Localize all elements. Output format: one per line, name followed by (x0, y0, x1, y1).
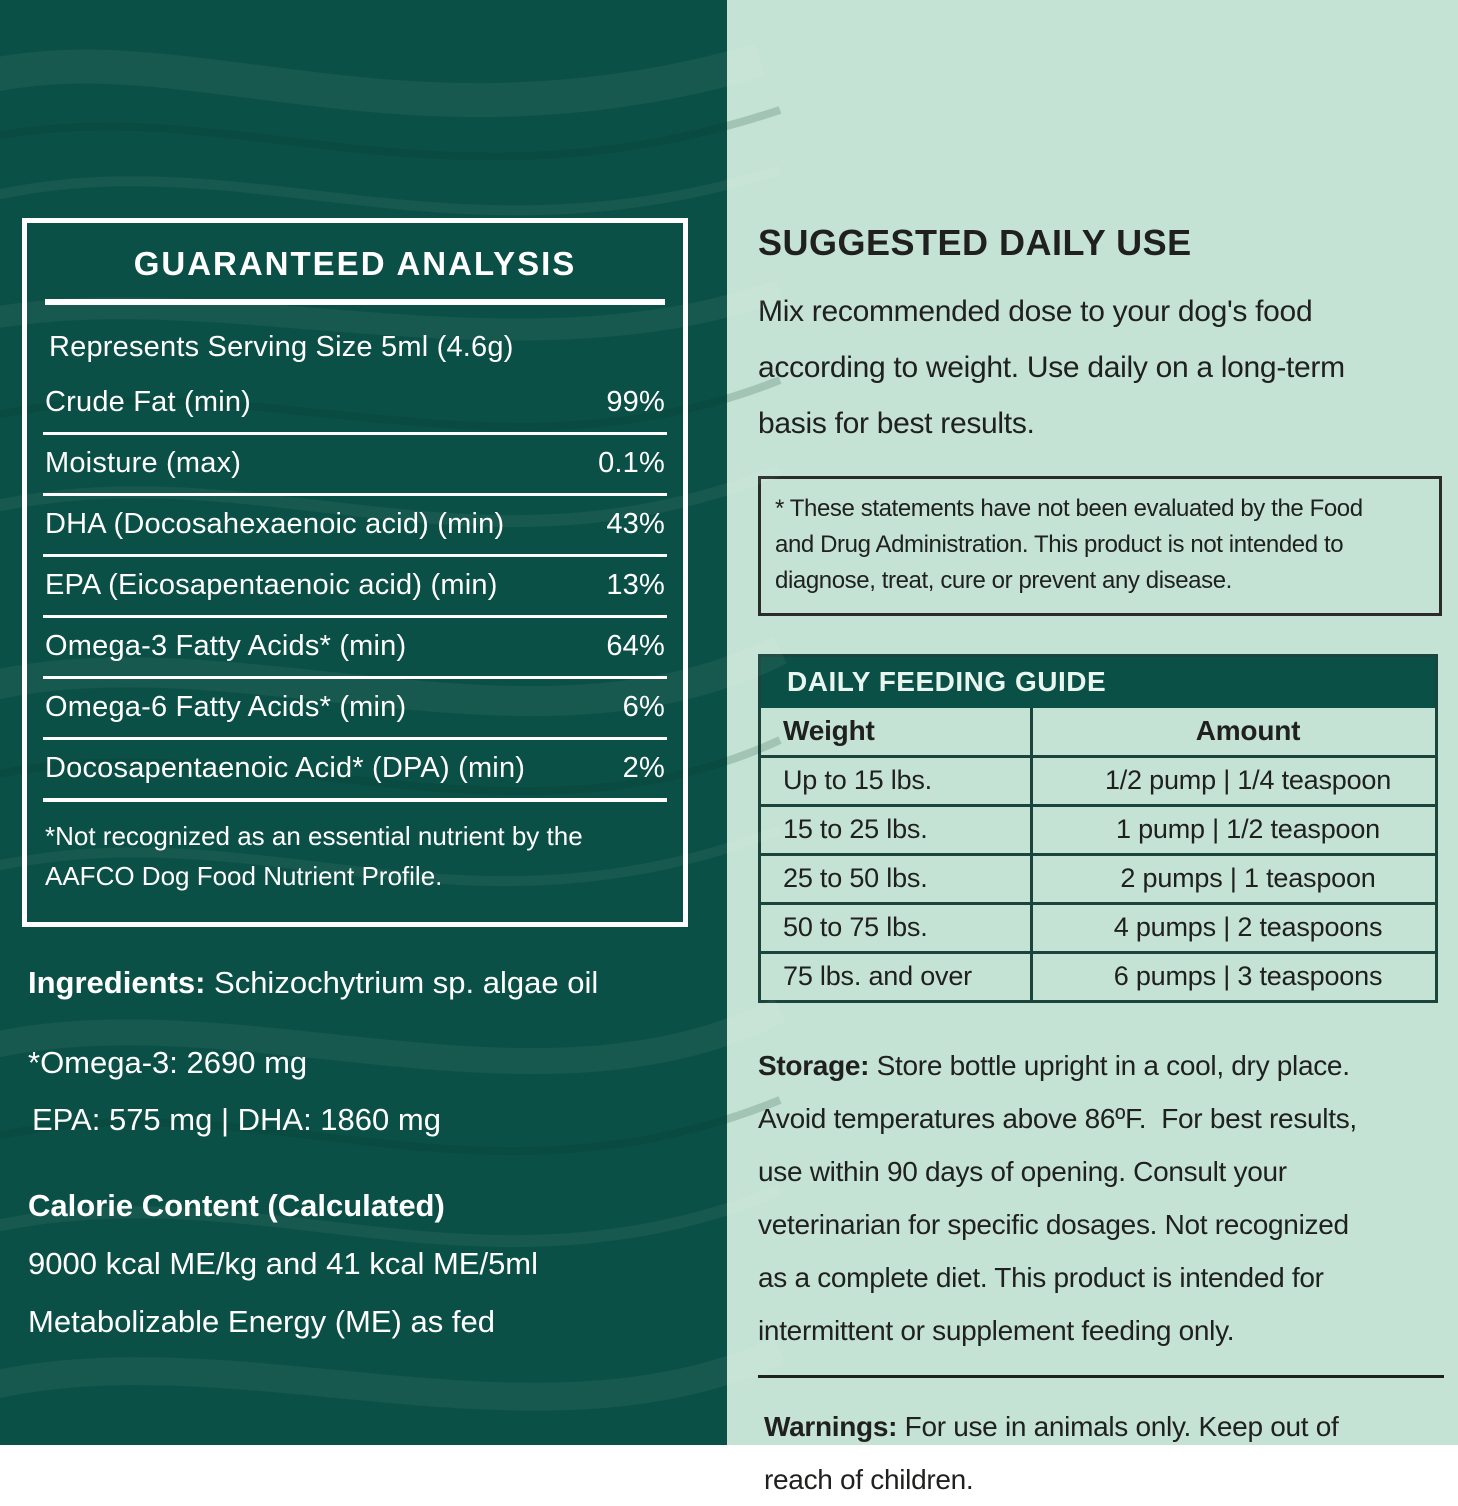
usage-intro-paragraph (758, 284, 1444, 452)
feeding-guide-row (761, 951, 1435, 1000)
analysis-row-moisture (43, 435, 667, 496)
weight-cell: 25 to 50 lbs. (761, 856, 1033, 902)
intro-line: according to weight. Use daily on a long-term (758, 351, 1345, 384)
daily-feeding-guide-table (758, 654, 1438, 1003)
storage-label: Storage: (758, 1050, 870, 1081)
analysis-label: Moisture (max) (45, 447, 242, 479)
feeding-guide-row (761, 902, 1435, 951)
weight-cell: 15 to 25 lbs. (761, 807, 1033, 853)
analysis-label: DHA (Docosahexaenoic acid) (min) (45, 508, 505, 540)
column-header-weight: Weight (761, 708, 1033, 755)
intro-line: Mix recommended dose to your dog's food (758, 295, 1313, 328)
analysis-value: 2% (622, 752, 665, 784)
feeding-guide-row (761, 755, 1435, 804)
storage-line: intermittent or supplement feeding only. (758, 1315, 1235, 1346)
guaranteed-analysis-panel (0, 0, 727, 1445)
analysis-value: 64% (606, 630, 665, 662)
footnote-line: *Not recognized as an essential nutrient by the (45, 821, 583, 851)
calorie-content-line2: Metabolizable Energy (ME) as fed (28, 1304, 495, 1339)
analysis-row-omega6 (43, 679, 667, 740)
ingredients-label: Ingredients: (28, 965, 206, 1000)
storage-line (758, 1039, 1444, 1092)
weight-cell: 50 to 75 lbs. (761, 905, 1033, 951)
analysis-label: Crude Fat (min) (45, 386, 252, 418)
amount-cell: 1/2 pump | 1/4 teaspoon (1104, 765, 1392, 795)
storage-line: use within 90 days of opening. Consult your (758, 1156, 1287, 1187)
guaranteed-analysis-box (22, 218, 688, 927)
feeding-guide-row (761, 804, 1435, 853)
analysis-value: 6% (622, 691, 665, 723)
disclaimer-line: and Drug Administration. This product is not intended to (775, 531, 1344, 558)
serving-size-line: Represents Serving Size 5ml (4.6g) (49, 331, 514, 363)
footnote-line: AAFCO Dog Food Nutrient Profile. (45, 861, 443, 891)
weight-cell: 75 lbs. and over (761, 954, 1033, 1000)
storage-line-text: Store bottle upright in a cool, dry place. (869, 1050, 1350, 1081)
amount-cell: 1 pump | 1/2 teaspoon (1115, 814, 1380, 844)
analysis-value: 13% (606, 569, 665, 601)
warnings-paragraph (758, 1400, 1444, 1506)
feeding-guide-header-row (761, 708, 1435, 755)
storage-paragraph (758, 1039, 1444, 1357)
storage-line: as a complete diet. This product is intended for (758, 1262, 1324, 1293)
amount-cell: 4 pumps | 2 teaspoons (1113, 912, 1383, 942)
intro-line: basis for best results. (758, 407, 1035, 440)
analysis-row-omega3 (43, 618, 667, 679)
amount-cell: 2 pumps | 1 teaspoon (1120, 863, 1376, 893)
aafco-footnote (43, 802, 667, 896)
analysis-value: 43% (606, 508, 665, 540)
analysis-label: Omega-6 Fatty Acids* (min) (45, 691, 407, 723)
amount-cell: 6 pumps | 3 teaspoons (1113, 961, 1383, 991)
suggested-daily-use-panel (727, 0, 1458, 1495)
section-divider-rule (758, 1375, 1444, 1378)
feeding-guide-title: DAILY FEEDING GUIDE (761, 657, 1435, 708)
disclaimer-line: * These statements have not been evaluated by the Food (775, 495, 1363, 522)
storage-line: Avoid temperatures above 86ºF. For best results, (758, 1103, 1357, 1134)
calorie-content-title: Calorie Content (Calculated) (28, 1188, 445, 1223)
warnings-line-text: For use in animals only. Keep out of (897, 1411, 1339, 1442)
omega3-total-line: *Omega-3: 2690 mg (28, 1045, 308, 1080)
column-header-amount: Amount (1195, 715, 1301, 746)
fda-disclaimer-box (758, 476, 1442, 616)
calorie-content-line1: 9000 kcal ME/kg and 41 kcal ME/5ml (28, 1246, 539, 1281)
epa-dha-line: EPA: 575 mg | DHA: 1860 mg (32, 1102, 441, 1137)
warnings-line (764, 1400, 1444, 1453)
analysis-label: EPA (Eicosapentaenoic acid) (min) (45, 569, 498, 601)
analysis-label: Docosapentaenoic Acid* (DPA) (min) (45, 752, 526, 784)
ingredients-line (28, 965, 727, 1001)
guaranteed-analysis-title: GUARANTEED ANALYSIS (133, 245, 577, 282)
feeding-guide-row (761, 853, 1435, 902)
analysis-value: 99% (606, 386, 665, 418)
ingredients-value: Schizochytrium sp. algae oil (205, 965, 599, 1000)
analysis-row-dpa (43, 740, 667, 802)
left-panel-text-block (28, 965, 727, 1340)
warnings-line: reach of children. (764, 1464, 974, 1495)
analysis-row-epa (43, 557, 667, 618)
analysis-row-dha (43, 496, 667, 557)
analysis-value: 0.1% (598, 447, 665, 479)
disclaimer-line: diagnose, treat, cure or prevent any disease. (775, 567, 1232, 594)
analysis-row-crude-fat (43, 374, 667, 435)
analysis-label: Omega-3 Fatty Acids* (min) (45, 630, 407, 662)
warnings-label: Warnings: (764, 1411, 898, 1442)
weight-cell: Up to 15 lbs. (761, 758, 1033, 804)
suggested-daily-use-heading: SUGGESTED DAILY USE (758, 222, 1192, 263)
storage-line: veterinarian for specific dosages. Not recognized (758, 1209, 1349, 1240)
left-panel-content (0, 218, 727, 1340)
